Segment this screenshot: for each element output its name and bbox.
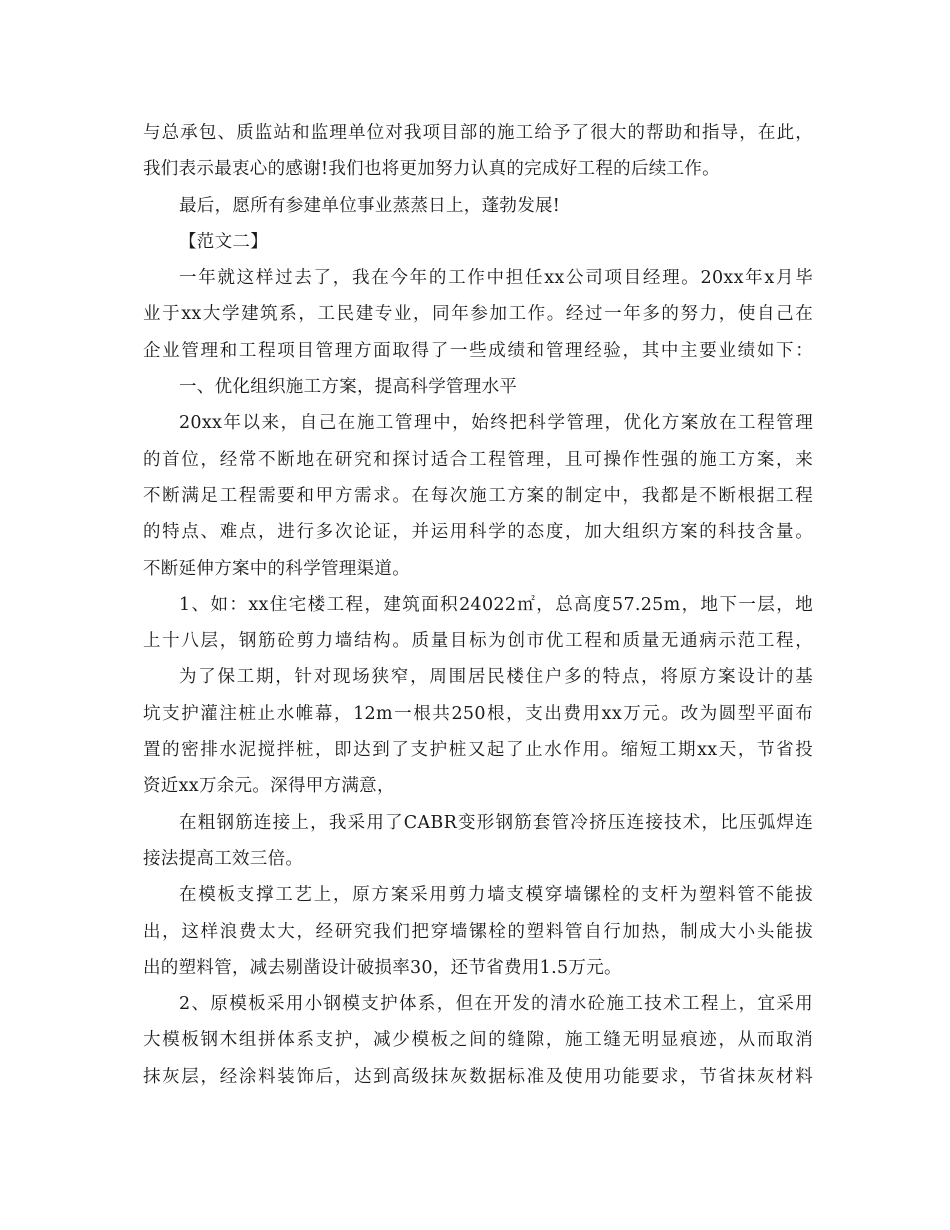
text-line: 企业管理和工程项目管理方面取得了一些成绩和管理经验，其中主要业绩如下： <box>143 340 813 361</box>
text-line: 坑支护灌注桩止水帷幕，12m一根共250根，支出费用xx万元。改为圆型平面布 <box>143 703 813 724</box>
text-line: 出，这样浪费太大，经研究我们把穿墙镙栓的塑料管自行加热，制成大小头能拔 <box>143 921 813 942</box>
text-line: 一年就这样过去了，我在今年的工作中担任xx公司项目经理。20xx年x月毕 <box>179 268 813 289</box>
text-line: 2、原模板采用小钢模支护体系，但在开发的清水砼施工技术工程上，宜采用 <box>179 994 813 1015</box>
text-line: 上十八层，钢筋砼剪力墙结构。质量目标为创市优工程和质量无通病示范工程， <box>143 631 813 652</box>
text-line: 的特点、难点，进行多次论证，并运用科学的态度，加大组织方案的科技含量。 <box>143 522 813 543</box>
text-line: 为了保工期，针对现场狭窄，周围居民楼住户多的特点，将原方案设计的基 <box>179 667 813 688</box>
text-line: 【范文二】 <box>179 231 268 252</box>
text-line: 与总承包、质监站和监理单位对我项目部的施工给予了很大的帮助和指导，在此， <box>143 123 813 143</box>
text-line: 我们表示最衷心的感谢!我们也将更加努力认真的完成好工程的后续工作。 <box>143 159 720 180</box>
text-line: 在模板支撑工艺上，原方案采用剪力墙支模穿墙镙栓的支杆为塑料管不能拔 <box>179 885 813 906</box>
text-line: 的首位，经常不断地在研究和探讨适合工程管理，且可操作性强的施工方案，来 <box>143 449 813 470</box>
text-line: 业于xx大学建筑系，工民建专业，同年参加工作。经过一年多的努力，使自己在 <box>143 304 813 325</box>
text-line: 一、优化组织施工方案，提高科学管理水平 <box>179 377 518 398</box>
text-line: 1、如：xx住宅楼工程，建筑面积24022㎡，总高度57.25m，地下一层，地 <box>179 594 813 615</box>
text-line: 资近xx万余元。深得甲方满意， <box>143 776 395 797</box>
text-line: 接法提高工效三倍。 <box>143 848 304 869</box>
text-line: 在粗钢筋连接上，我采用了CABR变形钢筋套管冷挤压连接技术，比压弧焊连 <box>179 812 813 833</box>
text-line: 置的密排水泥搅拌桩，即达到了支护桩又起了止水作用。缩短工期xx天，节省投 <box>143 740 813 761</box>
text-line: 抹灰层，经涂料装饰后，达到高级抹灰数据标准及使用功能要求，节省抹灰材料 <box>143 1066 813 1087</box>
text-line: 出的塑料管，减去剔凿设计破损率30，还节省费用1.5万元。 <box>143 957 622 978</box>
text-line: 不断延伸方案中的科学管理渠道。 <box>143 558 410 579</box>
text-line: 20xx年以来，自己在施工管理中，始终把科学管理，优化方案放在工程管理 <box>179 413 813 434</box>
text-line: 大模板钢木组拼体系支护，减少模板之间的缝隙，施工缝无明显痕迹，从而取消 <box>143 1030 813 1051</box>
text-line: 不断满足工程需要和甲方需求。在每次施工方案的制定中，我都是不断根据工程 <box>143 485 813 506</box>
document-body-text <box>143 115 813 1095</box>
text-line: 最后，愿所有参建单位事业蒸蒸日上，蓬勃发展! <box>179 195 561 216</box>
